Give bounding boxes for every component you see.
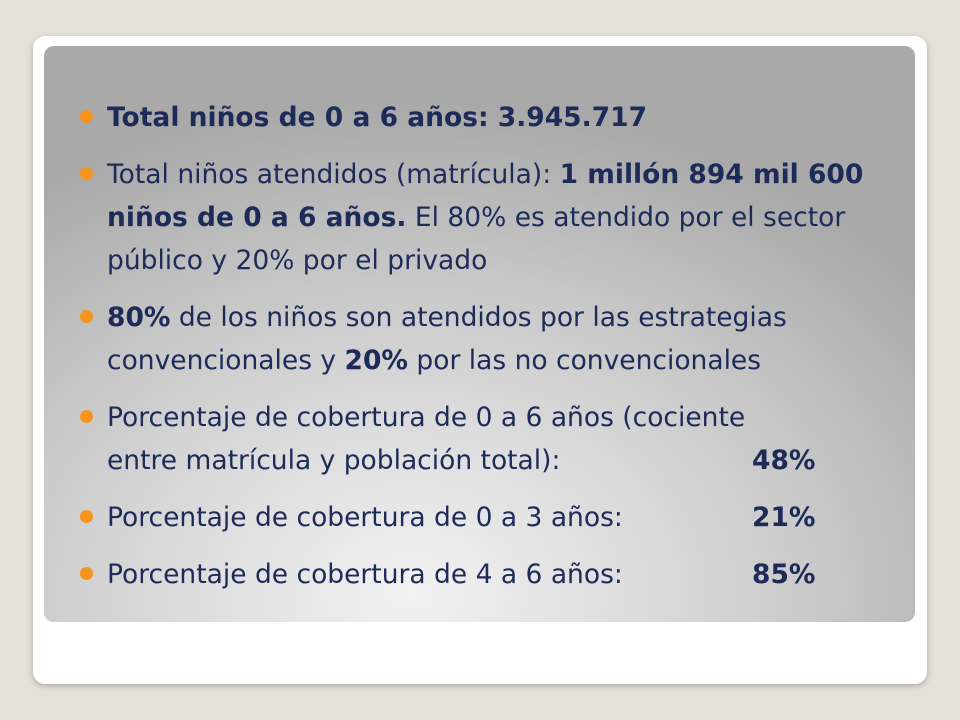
bullet-cobertura-0-6 — [80, 396, 900, 482]
bullet-line — [107, 439, 900, 482]
bullet-text: por las no convencionales — [407, 345, 762, 376]
bullet-dot-icon — [80, 510, 93, 523]
bullet-text: entre matrícula y población total): — [107, 445, 561, 476]
slide-card — [33, 36, 927, 684]
content-panel — [44, 46, 915, 622]
bullet-dot-icon — [80, 310, 93, 323]
bullet-dot-icon — [80, 167, 93, 180]
percentage-value: 85% — [752, 559, 816, 590]
bullet-dot-icon — [80, 567, 93, 580]
bullet-line — [107, 553, 900, 596]
bullet-text-bold: 1 millón 894 mil 600 niños de 0 a 6 años. — [107, 159, 864, 233]
bullet-estrategias — [80, 296, 900, 382]
percentage-value: 48% — [752, 445, 816, 476]
bullet-cobertura-4-6 — [80, 553, 900, 596]
bullet-text: de los niños son atendidos por las estrategias convencionales y — [107, 302, 787, 376]
bullet-cobertura-0-3 — [80, 496, 900, 539]
bullet-text: Porcentaje de cobertura de 4 a 6 años: — [107, 559, 623, 590]
bullet-text: Total niños atendidos (matrícula): — [107, 159, 560, 190]
bullet-text-bold: 80% — [107, 302, 171, 333]
bullet-dot-icon — [80, 110, 93, 123]
bullet-text: Porcentaje de cobertura de 0 a 6 años (cociente — [107, 402, 746, 433]
bullet-total-ninos — [80, 96, 900, 139]
bullet-atendidos — [80, 153, 900, 282]
bullet-text-bold: 20% — [344, 345, 408, 376]
bullet-text: El 80% es atendido por el sector público y 20% por el privado — [107, 202, 846, 276]
bullet-text-bold: Total niños de 0 a 6 años: 3.945.717 — [107, 102, 648, 133]
bullet-list — [80, 96, 900, 610]
bullet-line — [107, 496, 900, 539]
percentage-value: 21% — [752, 502, 816, 533]
bullet-text: Porcentaje de cobertura de 0 a 3 años: — [107, 502, 623, 533]
bullet-dot-icon — [80, 410, 93, 423]
